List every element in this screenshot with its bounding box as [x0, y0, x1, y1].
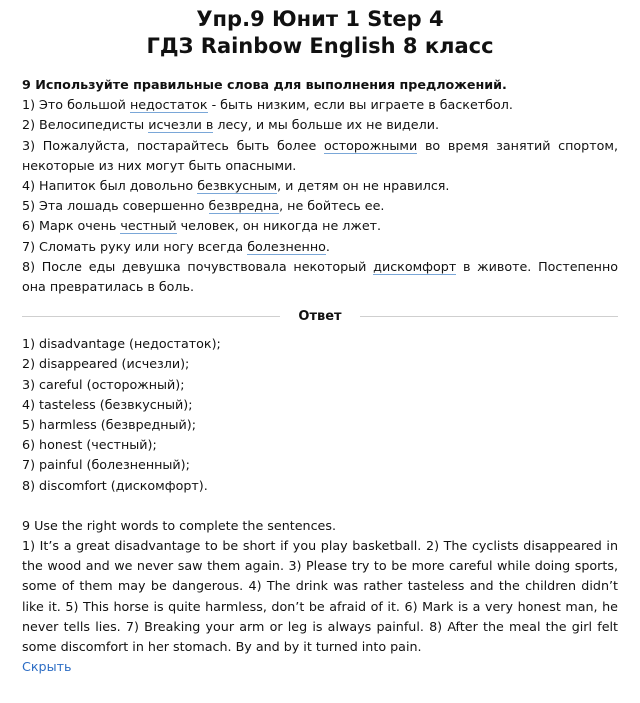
answer-list [22, 334, 618, 496]
title-line-1: Упр.9 Юнит 1 Step 4 [196, 7, 444, 31]
task-item-text: 3) Пожалуйста, постарайтесь быть более [22, 137, 324, 153]
task-items [22, 95, 618, 297]
answer-item: 3) careful (осторожный); [22, 376, 185, 392]
task-item [22, 237, 618, 257]
hide-link[interactable]: Скрыть [22, 659, 72, 675]
task-item-text: во время занятий спортом, некоторые из них могут быть опасными. [22, 137, 618, 173]
divider-line-left [22, 316, 280, 317]
task-item [22, 176, 618, 196]
english-block [22, 516, 618, 657]
divider-line-right [360, 316, 618, 317]
answer-label: Ответ [298, 309, 342, 325]
task-heading: 9 Используйте правильные слова для выполнения предложений. [22, 77, 507, 92]
task-item-text: - быть низким, если вы играете в баскетбол. [207, 97, 513, 113]
answer-item: 8) discomfort (дискомфорт). [22, 477, 208, 493]
task-item-text: 6) Марк очень [22, 218, 121, 234]
answer-item: 6) honest (честный); [22, 437, 157, 453]
task-item-text: . [325, 238, 330, 254]
english-heading: 9 Use the right words to complete the sentences. [22, 517, 336, 533]
task-item-keyword: безвкусным [197, 178, 278, 194]
task-item-text: 4) Напиток был довольно [22, 178, 198, 194]
task-item [22, 115, 618, 135]
answer-divider [22, 309, 618, 324]
answer-item: 2) disappeared (исчезли); [22, 356, 190, 372]
task-item-text: лесу, и мы больше их не видели. [213, 117, 439, 133]
task-item-keyword: недостаток [129, 97, 208, 113]
task-item-text: 5) Эта лошадь совершенно [22, 198, 209, 214]
task-item-keyword: дискомфорт [373, 258, 457, 274]
answer-item: 7) painful (болезненный); [22, 457, 190, 473]
task-block [22, 75, 618, 297]
task-item-text: 1) Это большой [22, 97, 130, 113]
task-item-text: человек, он никогда не лжет. [176, 218, 382, 234]
task-item-text: в животе. Постепенно она превратилась в боль. [22, 258, 618, 295]
task-item [22, 216, 618, 236]
task-item [22, 95, 618, 115]
task-item-keyword: безвредна [208, 198, 280, 214]
task-item-keyword: осторожными [323, 137, 418, 153]
task-item-text: , и детям он не нравился. [277, 178, 450, 194]
page-title [22, 6, 618, 60]
task-item [22, 257, 618, 297]
task-item-keyword: болезненно [247, 238, 326, 254]
task-item-keyword: честный [120, 218, 177, 234]
answer-item: 5) harmless (безвредный); [22, 417, 197, 433]
title-line-2: ГДЗ Rainbow English 8 класс [146, 34, 494, 58]
task-item [22, 136, 618, 176]
task-item-text: , не бойтесь ее. [279, 198, 385, 214]
english-text: 1) It’s a great disadvantage to be short if you play basketball. 2) The cyclists disappeared in the wood and we never saw them again. 3) Please try to be more careful while doing sports, some of them may be dangerous. 4) The drink was rather tasteless and the children didn’t like it. 5) This horse is quite harmless, don’t be afraid of it. 6) Mark is a very honest man, he never tells lies. 7) Breaking your arm or leg is always painful. 8) After the meal the girl felt some discomfort in her stomach. By and by it turned into pain. [22, 538, 618, 655]
task-item-text: 8) После еды девушка почувствовала некоторый [22, 258, 374, 274]
task-item-text: 2) Велосипедисты [22, 117, 149, 133]
answer-item: 1) disadvantage (недостаток); [22, 336, 221, 352]
task-item [22, 196, 618, 216]
task-item-keyword: исчезли в [148, 117, 214, 133]
task-item-text: 7) Сломать руку или ногу всегда [22, 238, 248, 254]
answer-item: 4) tasteless (безвкусный); [22, 396, 193, 412]
